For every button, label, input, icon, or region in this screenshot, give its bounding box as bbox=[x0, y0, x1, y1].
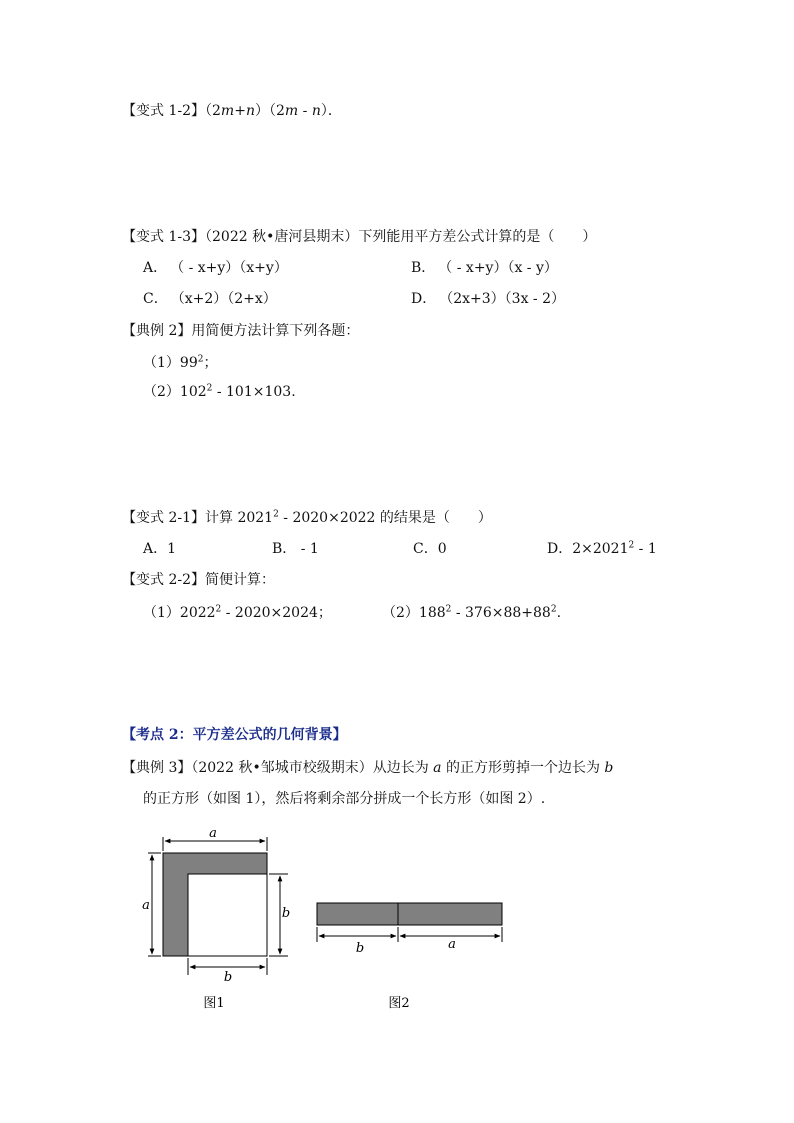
label-bottom-b: b bbox=[223, 970, 233, 985]
shaded-l-region bbox=[163, 853, 267, 956]
figure-2-caption: 图2 bbox=[388, 996, 410, 1011]
option-b: B． - 1 bbox=[272, 541, 319, 557]
figure-2 bbox=[310, 890, 510, 1013]
tag: 【变式 2-1】 bbox=[122, 510, 205, 526]
option-a: A．1 bbox=[143, 541, 177, 557]
bianshi-1-2: 【变式 1-2】（2m+n）（2m - n）． bbox=[122, 103, 342, 119]
dianli-3-line-2: 的正方形（如图 1），然后将剩余部分拼成一个长方形（如图 2）. bbox=[143, 791, 546, 807]
dianli-2-item-2: $(2)102^2 - 101\times 103$. bbox=[143, 383, 296, 400]
label-left-a: a bbox=[142, 898, 150, 913]
tag: 【变式 2-2】 bbox=[122, 572, 205, 588]
option-c: C．0 bbox=[413, 541, 447, 557]
label-a: a bbox=[448, 937, 456, 952]
rect-a-part bbox=[398, 903, 502, 925]
figure-1-caption: 图1 bbox=[203, 996, 225, 1011]
rect-b-part bbox=[317, 903, 398, 925]
label-right-b: b bbox=[281, 906, 291, 921]
dianli-2-question: 【典例 2】用简便方法计算下列各题： bbox=[122, 323, 360, 339]
option-b: B． （ - x+y）（x - y） bbox=[411, 260, 558, 276]
dianli-2-item-1: $(1)99^2$； bbox=[143, 354, 218, 371]
question-text: 下列能用平方差公式计算的是（ ） bbox=[358, 229, 597, 245]
figure-1 bbox=[138, 823, 298, 1013]
option-a: A． （ - x+y）（x+y） bbox=[143, 260, 288, 276]
option-d: D．$2\times 2021^2 - 1$ bbox=[547, 540, 657, 557]
tag: 【典例 2】 bbox=[122, 323, 192, 339]
tag: 【变式 1-2】 bbox=[122, 103, 205, 119]
source: （2022 秋•唐河县期末） bbox=[205, 229, 359, 245]
bianshi-2-2-question: 【变式 2-2】简便计算： bbox=[122, 572, 275, 588]
label-b: b bbox=[355, 941, 365, 956]
bianshi-2-2-item-2: $(2)188^2 - 376\times 88+88^2$. bbox=[382, 604, 562, 621]
bianshi-2-2-item-1: （1）2022$^2$ - 2020×2024； bbox=[143, 604, 332, 621]
option-c: C． （x+2）（2+x） bbox=[143, 291, 277, 307]
tag: 【典例 3】 bbox=[122, 760, 192, 776]
label-top-a: a bbox=[209, 826, 217, 841]
section-heading: 【考点 2：平方差公式的几何背景】 bbox=[122, 727, 347, 743]
tag: 【变式 1-3】 bbox=[122, 229, 205, 245]
dianli-3-line-1: 【典例 3】（2022 秋•邹城市校级期末）从边长为 a 的正方形剪掉一个边长为 b bbox=[122, 760, 614, 776]
bianshi-1-3-question bbox=[122, 227, 596, 247]
bianshi-2-1-question: 【变式 2-1】计算 2021$^2$ - 2020×2022 的结果是（ ） bbox=[122, 509, 492, 526]
option-d: D． （2x+3）（3x - 2） bbox=[411, 291, 566, 307]
